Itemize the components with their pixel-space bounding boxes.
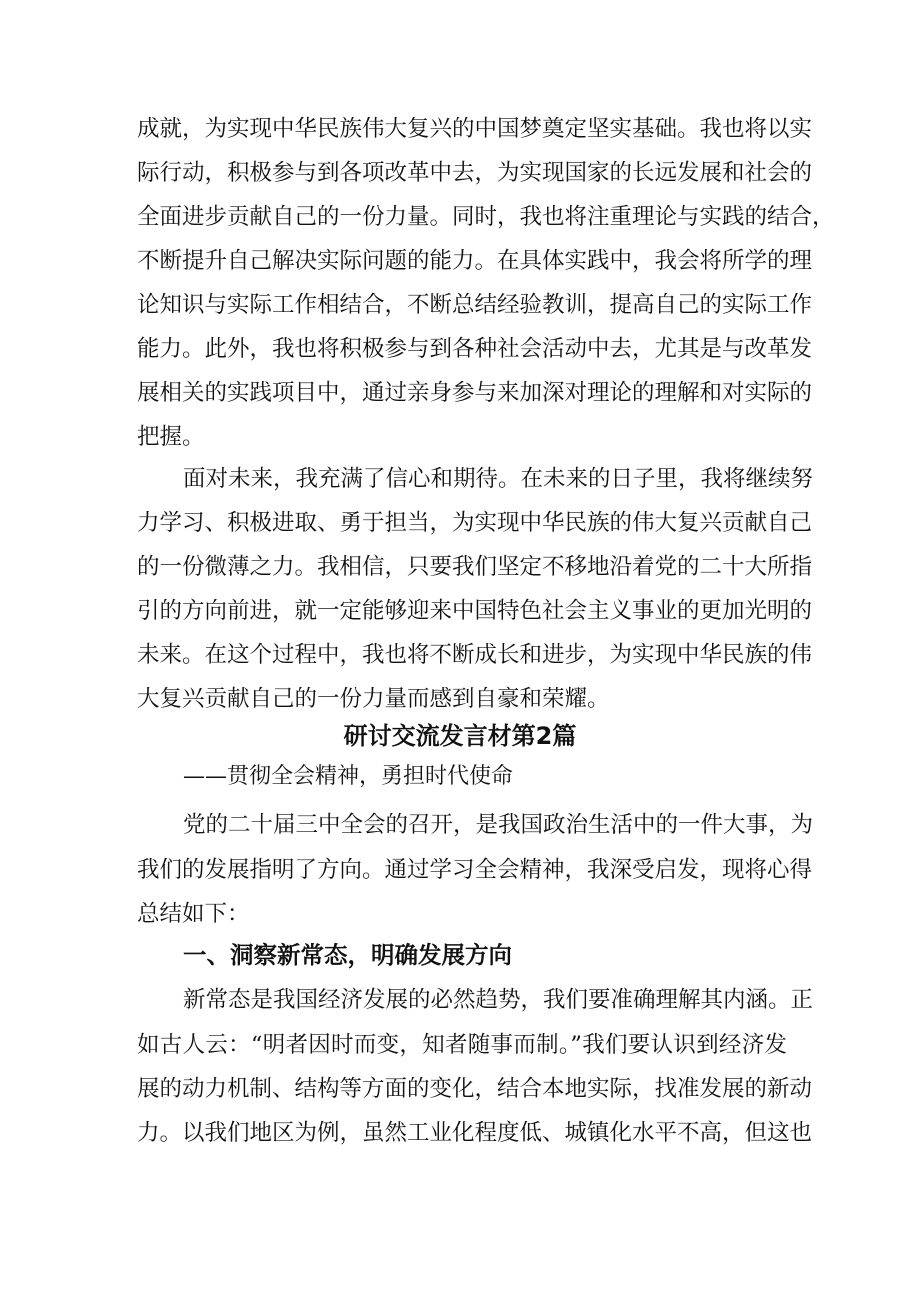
text-line: 总结如下： (137, 901, 250, 927)
text-line: 的一份微薄之力。我相信，只要我们坚定不移地沿着党的二十大所指 (137, 554, 813, 580)
text-line: 力学习、积极进取、勇于担当，为实现中华民族的伟大复兴贡献自己 (137, 510, 813, 536)
text-line: 展的动力机制、结构等方面的变化，结合本地实际，找准发展的新动 (137, 1076, 813, 1102)
text-line: 成就，为实现中华民族伟大复兴的中国梦奠定坚实基础。我也将以实 (137, 116, 813, 142)
text-line: 把握。 (137, 424, 205, 450)
section-heading: 一、洞察新常态，明确发展方向 (183, 941, 512, 969)
text-line: 大复兴贡献自己的一份力量而感到自豪和荣耀。 (137, 686, 610, 712)
text-line: 引的方向前进，就一定能够迎来中国特色社会主义事业的更加光明的 (137, 598, 813, 624)
text-line: 不断提升自己解决实际问题的能力。在具体实践中，我会将所学的理 (137, 248, 813, 274)
text-line: 面对未来，我充满了信心和期待。在未来的日子里，我将继续努 (183, 466, 814, 492)
text-line: 新常态是我国经济发展的必然趋势，我们要准确理解其内涵。正 (183, 987, 814, 1013)
text-line: 全面进步贡献自己的一份力量。同时，我也将注重理论与实践的结合， (137, 204, 835, 230)
article-subtitle: ——贯彻全会精神，勇担时代使命 (183, 764, 514, 789)
text-line: 未来。在这个过程中，我也将不断成长和进步，为实现中华民族的伟 (137, 642, 813, 668)
text-line: 展相关的实践项目中，通过亲身参与来加深对理论的理解和对实际的 (137, 380, 813, 406)
text-line: 际行动，积极参与到各项改革中去，为实现国家的长远发展和社会的 (137, 160, 813, 186)
text-line: 如古人云：“明者因时而变，知者随事而制。”我们要认识到经济发 (137, 1032, 787, 1058)
text-line: 论知识与实际工作相结合，不断总结经验教训，提高自己的实际工作 (137, 292, 813, 318)
text-line: 党的二十届三中全会的召开，是我国政治生活中的一件大事，为 (183, 812, 814, 838)
text-line: 能力。此外，我也将积极参与到各种社会活动中去，尤其是与改革发 (137, 336, 813, 362)
text-line: 力。以我们地区为例，虽然工业化程度低、城镇化水平不高，但这也 (137, 1120, 813, 1146)
article-title: 研讨交流发言材第2篇 (343, 722, 577, 750)
text-line: 我们的发展指明了方向。通过学习全会精神，我深受启发，现将心得 (137, 857, 813, 883)
